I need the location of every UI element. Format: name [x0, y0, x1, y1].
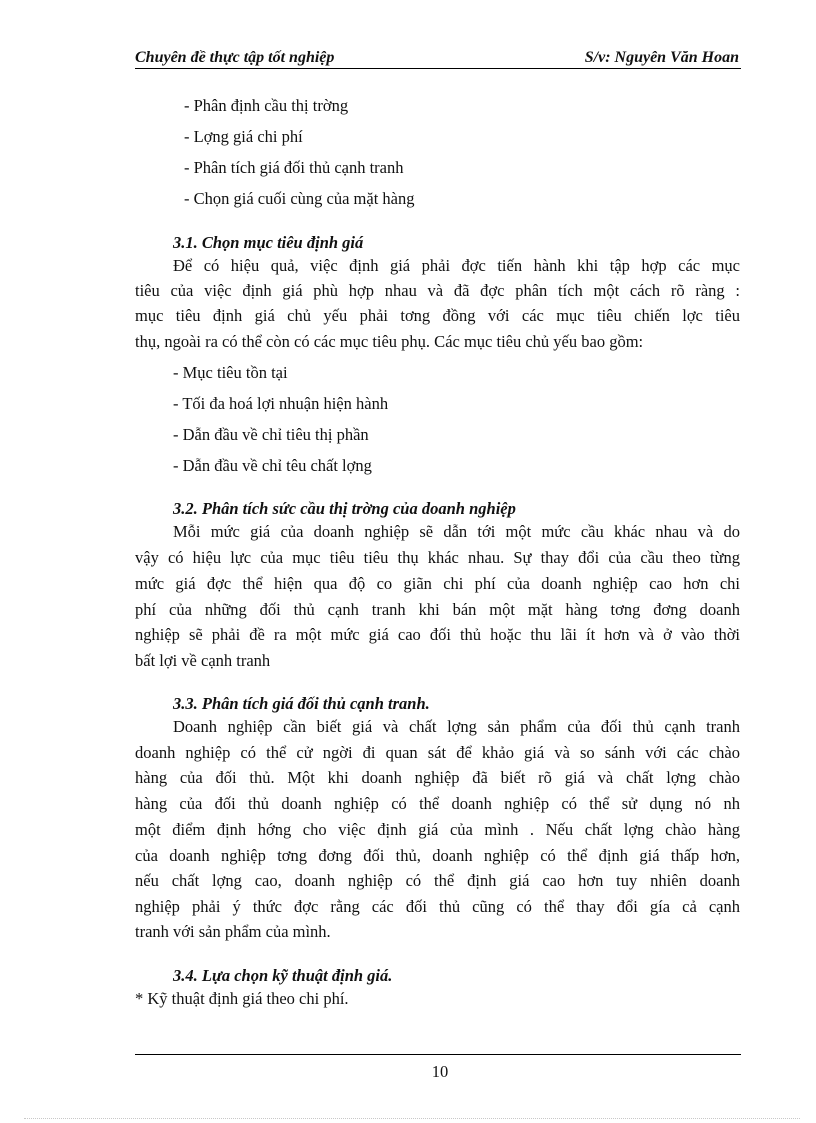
paragraph-line: nghiệp phải ý thức đợc rằng các đối thủ cũng có thể thay đổi gía cả cạnh [135, 897, 740, 916]
header-student-name: S/v: Nguyên Văn Hoan [584, 49, 739, 66]
paragraph-line: Để có hiệu quả, việc định giá phải đợc tiến hành khi tập hợp các mục [173, 256, 740, 275]
paragraph-line: nghiệp sẽ phải đề ra một mức giá cao đối thủ hoặc thu lãi ít hơn và ở vào thời [135, 625, 740, 644]
paragraph-line: Mỗi mức giá của doanh nghiệp sẽ dẫn tới một mức cầu khác nhau và do [173, 522, 740, 541]
paragraph-line: tranh với sản phẩm của mình. [135, 922, 331, 941]
paragraph-line: doanh nghiệp có thể cử ngời đi quan sát để khảo giá và so sánh với các chào [135, 743, 740, 762]
paragraph-line: của doanh nghiệp tơng đơng đối thủ, doanh nghiệp có thể định giá thấp hơn, [135, 846, 740, 865]
section-heading-3-1: 3.1. Chọn mục tiêu định giá [173, 233, 364, 252]
paragraph-line: Doanh nghiệp cần biết giá và chất lợng sản phẩm của đối thủ cạnh tranh [173, 717, 740, 736]
header-course-title: Chuyên đề thực tập tốt nghiệp [135, 49, 335, 66]
paragraph-line: mức giá đợc thể hiện qua độ co giãn chi phí của doanh nghiệp cao hơn chi [135, 574, 740, 593]
footer-divider [135, 1054, 741, 1055]
list-item: - Dẫn đầu về chỉ tiêu thị phần [173, 425, 369, 444]
list-item: - Chọn giá cuối cùng của mặt hàng [184, 189, 415, 208]
paragraph-line: thụ, ngoài ra có thể còn có các mục tiêu phụ. Các mục tiêu chủ yếu bao gồm: [135, 332, 644, 351]
paragraph-line: bất lợi về cạnh tranh [135, 651, 271, 670]
paragraph-line: một điểm định hớng cho việc định giá của mình . Nếu chất lợng chào hàng [135, 820, 740, 839]
section-heading-3-3: 3.3. Phân tích giá đối thủ cạnh tranh. [173, 694, 430, 713]
list-item: - Mục tiêu tồn tại [173, 363, 288, 382]
paragraph-line: hàng của đối thủ. Một khi doanh nghiệp đã biết rõ giá và chất lợng chào [135, 768, 740, 787]
paragraph-line: mục tiêu định giá chủ yếu phải tơng đồng với các mục tiêu chiến lợc tiêu [135, 306, 740, 325]
paragraph-line: hàng của đối thủ doanh nghiệp có thể doanh nghiệp có thể sử dụng nó nh [135, 794, 740, 813]
section-heading-3-4: 3.4. Lựa chọn kỹ thuật định giá. [173, 966, 393, 985]
page-header [135, 48, 741, 69]
paragraph-line: vậy có hiệu lực của mục tiêu tiêu thụ khác nhau. Sự thay đổi của cầu theo từng [135, 548, 740, 567]
list-item: - Lợng giá chi phí [184, 127, 303, 146]
paragraph-line: tiêu của việc định giá phù hợp nhau và đã đợc phân tích một cách rõ ràng : [135, 281, 740, 300]
page-number: 10 [431, 1062, 449, 1081]
list-item: - Phân định cầu thị trờng [184, 96, 349, 115]
paragraph-line: phí của những đối thủ cạnh tranh khi bán một mặt hàng tơng đơng doanh [135, 600, 740, 619]
paragraph-line: nếu chất lợng cao, doanh nghiệp có thể định giá cao hơn tuy nhiên doanh [135, 871, 740, 890]
list-item: - Phân tích giá đối thủ cạnh tranh [184, 158, 404, 177]
subsection-line: * Kỹ thuật định giá theo chi phí. [135, 989, 349, 1008]
page-bottom-dotted-line [24, 1118, 800, 1119]
section-heading-3-2: 3.2. Phân tích sức cầu thị trờng của doanh nghiệp [173, 499, 516, 518]
list-item: - Tối đa hoá lợi nhuận hiện hành [173, 394, 389, 413]
list-item: - Dẫn đầu về chỉ têu chất lợng [173, 456, 372, 475]
